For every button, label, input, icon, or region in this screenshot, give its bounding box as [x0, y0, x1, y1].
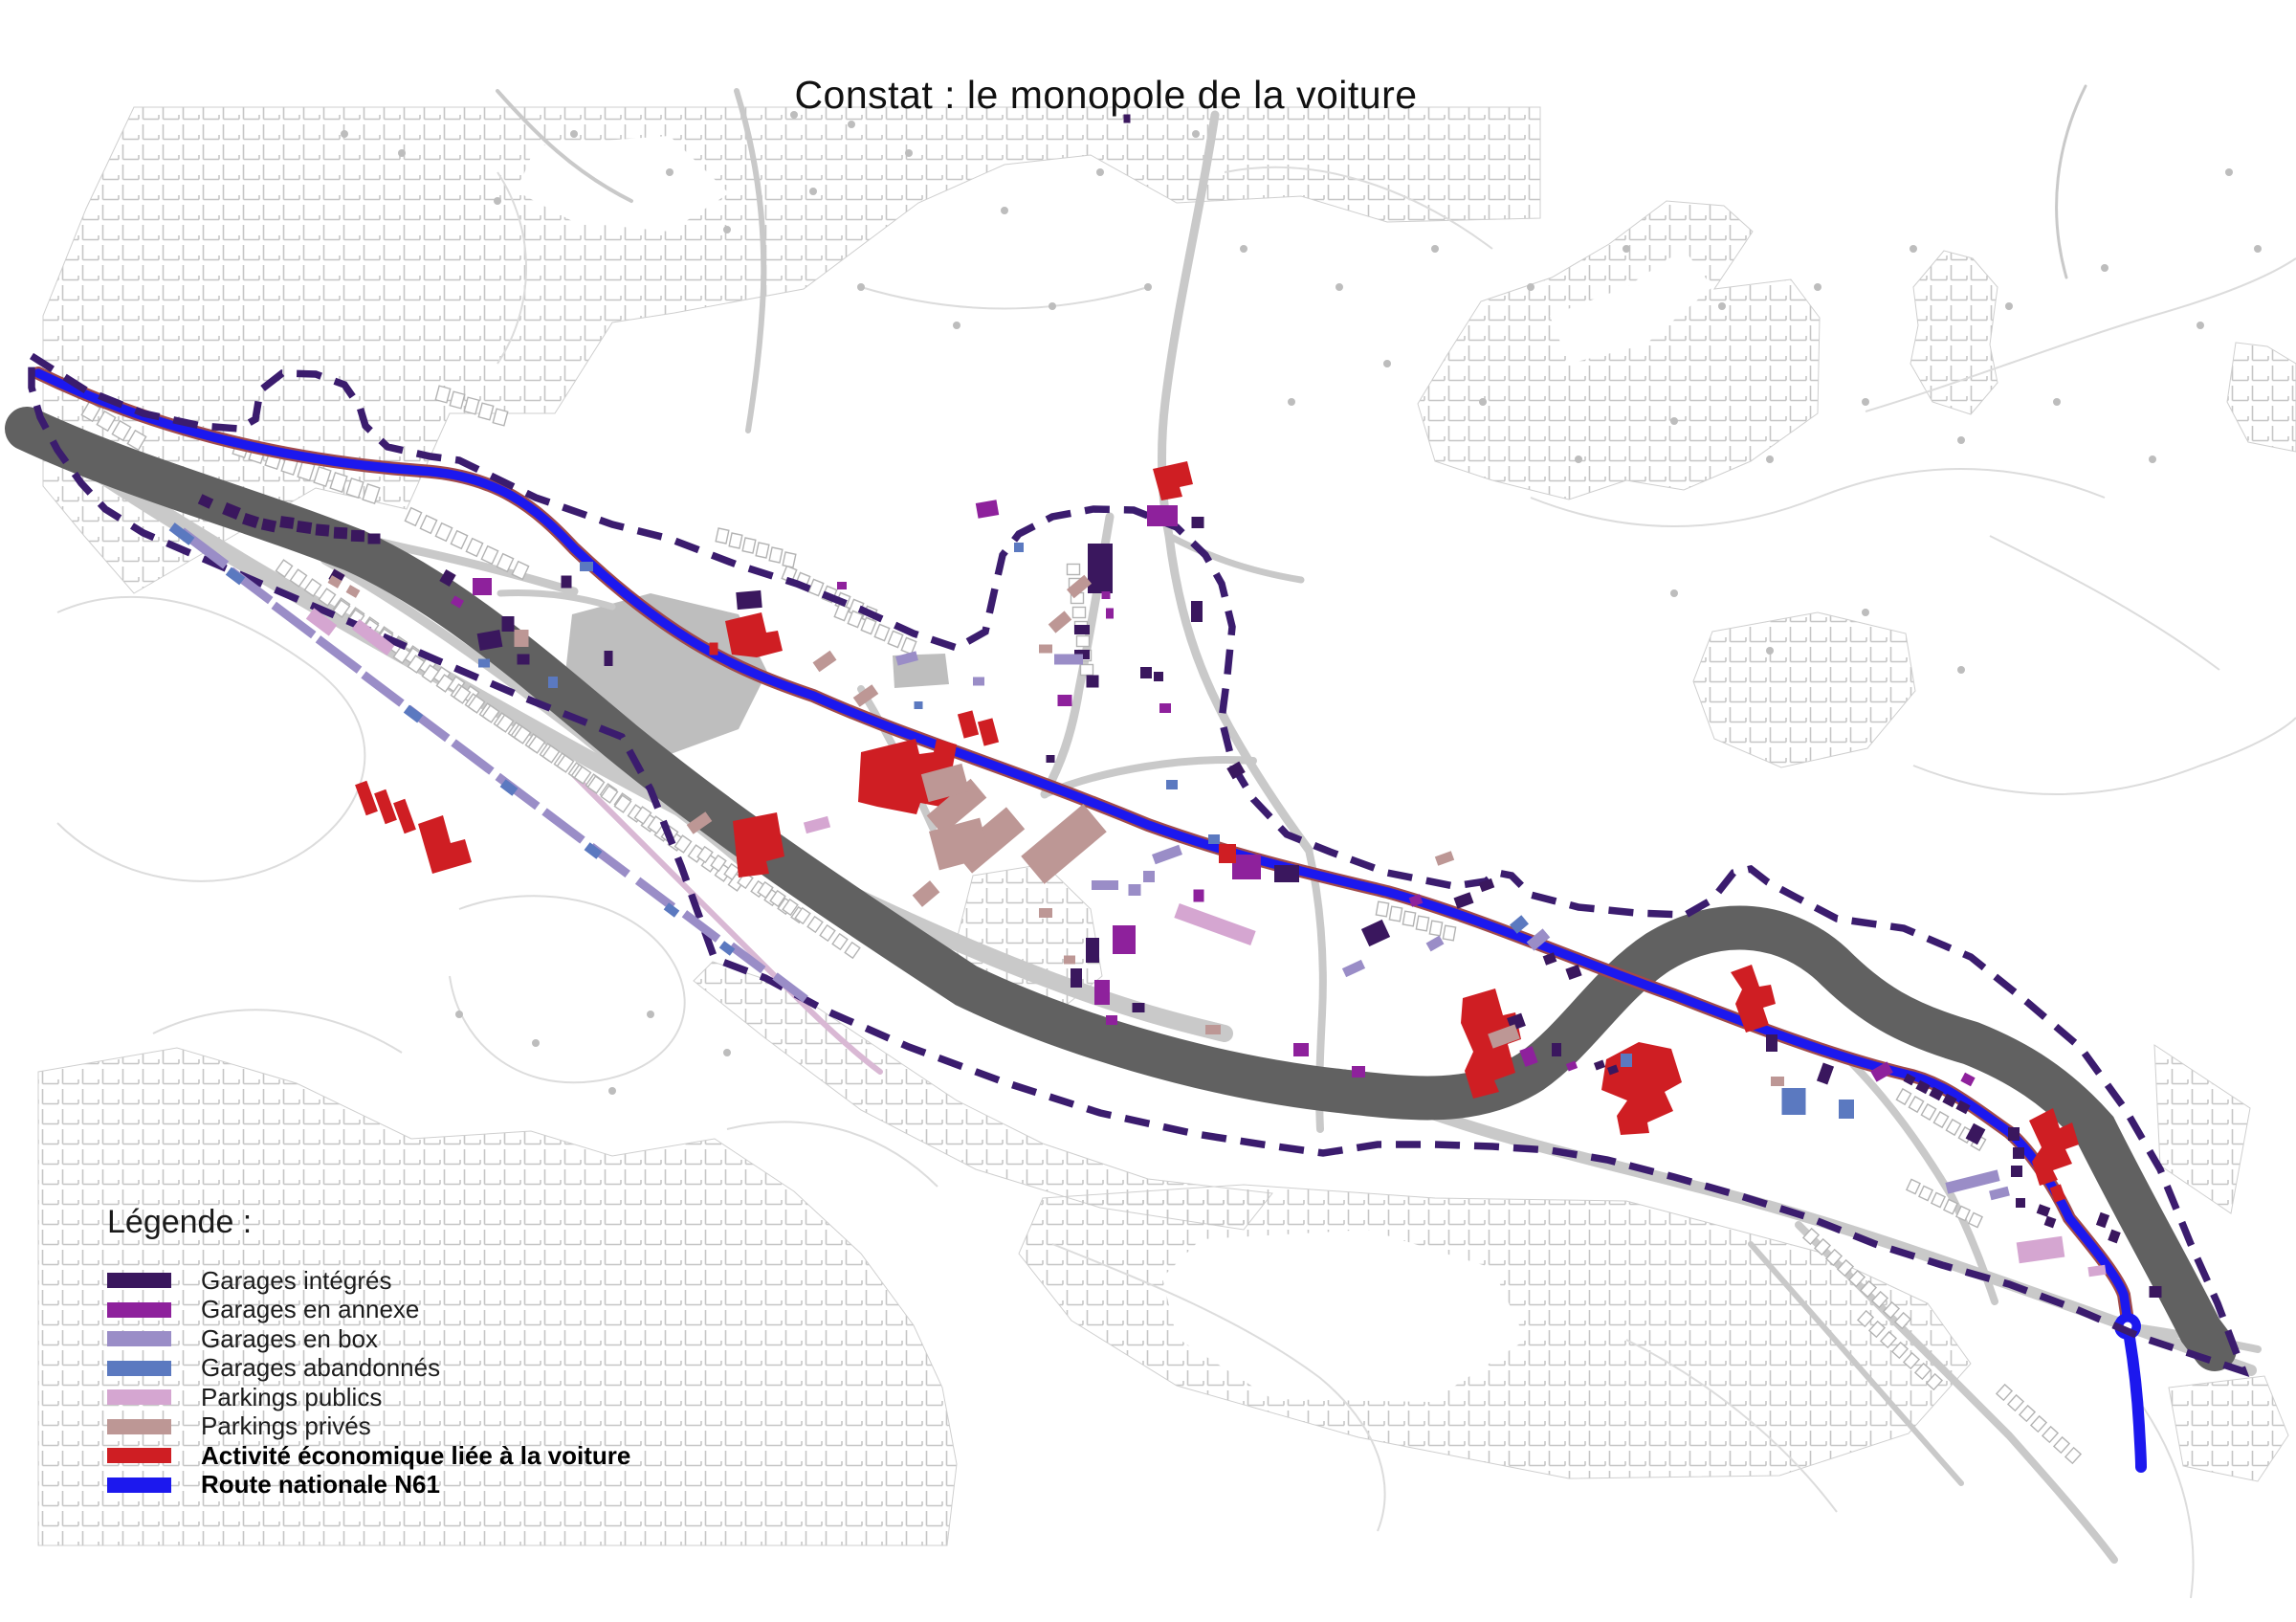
- building-gi: [316, 523, 330, 536]
- building-gi: [2150, 1286, 2162, 1298]
- building-ga: [1352, 1066, 1365, 1078]
- building-pp: [2017, 1236, 2065, 1263]
- building-red: [393, 799, 416, 833]
- building-gb: [496, 773, 541, 810]
- legend-swatch-parkings-publics: [107, 1389, 171, 1405]
- building-ga: [1194, 890, 1204, 902]
- house: [1932, 1192, 1945, 1207]
- house: [2020, 1406, 2035, 1421]
- house: [1416, 916, 1428, 931]
- legend-item-garages-abandonnes: Garages abandonnés: [107, 1354, 834, 1384]
- building-red: [958, 710, 979, 738]
- house: [481, 546, 497, 565]
- building-gi: [2013, 1147, 2024, 1159]
- building-gi: [297, 521, 313, 534]
- building-gi: [1361, 920, 1390, 946]
- building-activite-economique: [418, 815, 472, 874]
- building-gb: [1143, 871, 1155, 882]
- house: [1077, 636, 1090, 647]
- house: [848, 611, 862, 627]
- building-gi: [1192, 517, 1204, 528]
- house: [742, 538, 756, 553]
- building-gb: [451, 739, 494, 774]
- building-ppr: [346, 585, 361, 598]
- building-gab: [1782, 1088, 1806, 1115]
- building-red: [1219, 844, 1236, 863]
- house: [769, 547, 783, 563]
- legend-swatch-garages-integres: [107, 1273, 171, 1288]
- house: [834, 604, 849, 620]
- building-red: [978, 718, 999, 745]
- building-gi: [2008, 1127, 2020, 1141]
- building-gi: [1140, 667, 1152, 678]
- house: [1402, 911, 1415, 926]
- house: [1073, 608, 1086, 618]
- house: [2042, 1427, 2058, 1442]
- building-gi: [334, 527, 348, 540]
- house: [807, 917, 823, 932]
- building-gi: [368, 534, 381, 544]
- building-gb: [1945, 1169, 1999, 1193]
- building-ga: [1106, 1015, 1117, 1025]
- building-gi: [1766, 1034, 1777, 1052]
- legend-heading: Légende :: [107, 1204, 253, 1240]
- house: [1907, 1179, 1920, 1193]
- legend-swatch-route-nationale: [107, 1478, 171, 1493]
- legend-item-garages-integres: Garages intégrés: [107, 1266, 834, 1296]
- building-ga: [1232, 855, 1261, 879]
- building-gab: [1208, 834, 1220, 844]
- building-gab: [548, 677, 558, 688]
- house: [2065, 1448, 2081, 1463]
- building-red: [374, 789, 397, 824]
- house: [729, 533, 742, 548]
- house: [820, 925, 835, 941]
- building-ppr: [1039, 908, 1052, 918]
- building-ga: [1293, 1043, 1309, 1056]
- building-gab: [1839, 1100, 1854, 1119]
- building-gb: [541, 808, 585, 843]
- building-ga: [837, 582, 847, 589]
- house: [435, 523, 452, 542]
- building-gb: [1989, 1187, 2010, 1201]
- building-gb: [361, 671, 404, 706]
- building-ga: [1094, 980, 1110, 1005]
- building-gi: [1088, 544, 1113, 593]
- building-gb: [1092, 880, 1118, 890]
- building-gi: [1191, 601, 1203, 622]
- building-gab: [719, 941, 736, 956]
- house: [783, 552, 796, 567]
- legend-swatch-parkings-prives: [107, 1419, 171, 1434]
- house: [1969, 1212, 1982, 1227]
- building-pp: [1174, 903, 1255, 945]
- building-ppr: [515, 630, 529, 647]
- building-gb: [1152, 845, 1182, 865]
- house: [1909, 1097, 1923, 1112]
- road: [1169, 536, 1301, 580]
- building-red: [710, 643, 718, 655]
- legend-swatch-garages-annexe: [107, 1302, 171, 1318]
- building-gi: [1552, 1043, 1561, 1056]
- building-ga: [1102, 591, 1111, 599]
- building-gb: [316, 635, 363, 674]
- legend-item-parkings-prives: Parkings privés: [107, 1412, 834, 1442]
- house: [2054, 1437, 2069, 1453]
- house: [808, 579, 823, 595]
- building-gb: [1054, 655, 1083, 665]
- building-gi: [2037, 1204, 2051, 1217]
- building-gb: [1426, 936, 1445, 952]
- house: [466, 539, 482, 557]
- legend-item-garages-box: Garages en box: [107, 1324, 834, 1354]
- house: [1933, 1112, 1948, 1127]
- building-gab: [478, 659, 490, 668]
- house: [1921, 1104, 1935, 1120]
- building-gab: [1014, 543, 1024, 552]
- building-gb: [1342, 960, 1365, 977]
- house: [832, 934, 848, 949]
- legend-item-parkings-publics: Parkings publics: [107, 1383, 834, 1412]
- building-gi: [2108, 1230, 2121, 1244]
- building-gi: [605, 651, 613, 666]
- building-ppr: [1205, 1025, 1221, 1034]
- building-gb: [973, 678, 984, 686]
- legend: [107, 1204, 834, 1500]
- building-gab: [580, 562, 593, 571]
- house: [845, 943, 860, 958]
- building-gi: [351, 530, 364, 542]
- building-ppr: [913, 880, 940, 907]
- building-ppr: [1039, 645, 1052, 654]
- building-red: [355, 781, 378, 815]
- building-ga: [1960, 1073, 1975, 1086]
- building-ga: [1106, 609, 1114, 619]
- house: [888, 631, 902, 647]
- building-ppr: [1435, 851, 1454, 866]
- house: [1946, 1120, 1960, 1135]
- house: [1389, 906, 1402, 922]
- building-gi: [502, 616, 515, 632]
- legend-item-garages-annexe: Garages en annexe: [107, 1296, 834, 1325]
- house: [451, 531, 467, 549]
- building-gi: [1133, 1003, 1145, 1012]
- building-gi: [2011, 1166, 2022, 1177]
- building-ga: [473, 578, 492, 595]
- building-gi: [1047, 755, 1055, 763]
- house: [1919, 1186, 1932, 1200]
- building-gi: [1453, 892, 1473, 908]
- building-gi: [279, 516, 295, 529]
- house: [405, 508, 421, 526]
- house: [861, 617, 875, 633]
- building-ppr: [813, 651, 837, 672]
- house: [1896, 1089, 1910, 1104]
- building-gi: [1594, 1060, 1605, 1071]
- building-gi: [2096, 1212, 2109, 1229]
- house: [1443, 925, 1455, 941]
- building-gi: [1817, 1063, 1834, 1085]
- house: [716, 528, 729, 544]
- house: [420, 516, 436, 534]
- building-gi: [2016, 1198, 2025, 1208]
- building-pp: [804, 816, 830, 833]
- house: [1068, 565, 1080, 575]
- building-gi: [2044, 1216, 2057, 1229]
- building-ga: [1159, 703, 1171, 713]
- building-gb: [1129, 884, 1141, 896]
- building-gi: [518, 655, 530, 665]
- house: [1997, 1385, 2012, 1400]
- building-gi: [1074, 625, 1090, 634]
- house: [1081, 665, 1093, 676]
- building-ga: [976, 500, 999, 519]
- legend-swatch-garages-abandonnes: [107, 1361, 171, 1376]
- legend-swatch-garages-box: [107, 1331, 171, 1346]
- building-gi: [1087, 676, 1099, 688]
- building-gi: [736, 590, 762, 610]
- building-gi: [1154, 672, 1163, 681]
- building-gab: [915, 701, 923, 709]
- legend-item-route-nationale: Route nationale N61: [107, 1471, 834, 1500]
- house: [2008, 1395, 2023, 1411]
- building-ppr: [1064, 956, 1075, 965]
- building-gi: [562, 576, 572, 589]
- building-pp: [2087, 1265, 2106, 1277]
- building-gab: [1166, 780, 1178, 789]
- building-activite-economique: [1601, 1042, 1682, 1135]
- map-title: Constat : le monopole de la voiture: [794, 73, 1418, 117]
- building-gi: [1274, 865, 1299, 882]
- building-ga: [1058, 695, 1072, 706]
- road: [500, 593, 612, 607]
- building-ga: [1147, 505, 1178, 526]
- house: [1429, 921, 1442, 936]
- road: [1045, 760, 1253, 794]
- house: [2031, 1416, 2046, 1432]
- house: [1376, 901, 1388, 917]
- house: [756, 543, 769, 558]
- legend-swatch-activite-economique: [107, 1448, 171, 1463]
- building-activite-economique: [725, 612, 783, 657]
- building-gi: [1071, 968, 1082, 988]
- building-gab: [1621, 1054, 1632, 1067]
- building-ppr: [1049, 611, 1072, 633]
- building-ppr: [1771, 1077, 1784, 1086]
- building-gi: [1086, 938, 1099, 963]
- legend-item-activite-economique: Activité économique liée à la voiture: [107, 1441, 834, 1471]
- building-ga: [1113, 925, 1136, 954]
- house: [874, 624, 889, 640]
